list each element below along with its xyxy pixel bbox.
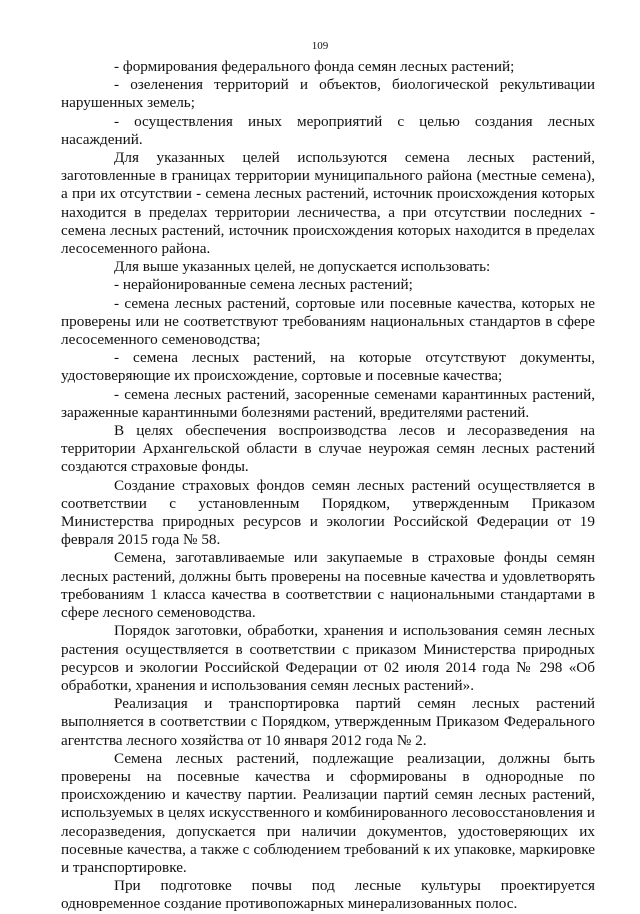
paragraph: Для выше указанных целей, не допускается использовать:	[114, 258, 491, 276]
paragraph: Порядок заготовки, обработки, хранения и использования семян лесных растения осуществляется в соответствии с приказом Министерства природных ресурсов и экологии Российской Федерации от 02 июля 2014 года № 298 «Об обработки, хранения и использования семян лесных растений».	[61, 622, 595, 694]
paragraph: Для указанных целей используются семена лесных растений, заготовленные в границах территории муниципального района (местные семена), а при их отсутствии - семена лесных растений, источник происхождения которых находится в пределах территории лесничества, а при отсутствии последних - семена лесных растений, источник происхождения которых находится в пределах лесосеменного района.	[61, 149, 595, 258]
list-item: - семена лесных растений, сортовые или посевные качества, которых не проверены или не соответствуют требованиям национальных стандартов в сфере лесосеменного семеноводства;	[61, 294, 595, 349]
paragraph: В целях обеспечения воспроизводства лесов и лесоразведения на территории Архангельской области в случае неурожая семян лесных растений создаются страховые фонды.	[61, 422, 595, 476]
paragraph: Семена лесных растений, подлежащие реализации, должны быть проверены на посевные качества и сформированы в однородные по происхождению и качеству партии. Реализации партий семян лесных растений, используемых в целях искусственного и комбинированного лесовосстановления и лесоразведения, допускается при наличии документов, удостоверяющих их посевные качества, а также с соблюдением требований к их упаковке, маркировке и транспортировке.	[61, 749, 595, 876]
list-item: - нерайонированные семена лесных растений;	[114, 276, 413, 294]
paragraph: Реализация и транспортировка партий семян лесных растений выполняется в соответствии с Порядком, утвержденным Приказом Федерального агентства лесного хозяйства от 10 января 2012 года № 2.	[61, 695, 595, 749]
paragraph: Создание страховых фондов семян лесных растений осуществляется в соответствии с установленным Порядком, утвержденным Приказом Министерства природных ресурсов и экологии Российской Федерации от 19 февраля 2015 года № 58.	[61, 476, 595, 549]
paragraph: При подготовке почвы под лесные культуры проектируется одновременное создание противопожарных минерализованных полос.	[61, 877, 595, 913]
list-item: - озеленения территорий и объектов, биологической рекультивации нарушенных земель;	[61, 76, 595, 112]
list-item: - осуществления иных мероприятий с целью создания лесных насаждений.	[61, 112, 595, 148]
paragraph: Семена, заготавливаемые или закупаемые в страховые фонды семян лесных растений, должны быть проверены на посевные качества и удовлетворять требованиям 1 класса качества в соответствии с национальными стандартами в сфере лесного семеноводства.	[61, 549, 595, 622]
list-item: - формирования федерального фонда семян лесных растений;	[114, 58, 515, 75]
list-item: - семена лесных растений, на которые отсутствуют документы, удостоверяющие их происхождение, сортовые и посевные качества;	[61, 349, 595, 385]
document-body	[61, 58, 595, 914]
page-number: 109	[311, 40, 329, 52]
list-item: - семена лесных растений, засоренные семенами карантинных растений, зараженные карантинными болезнями растений, вредителями растений.	[61, 385, 595, 421]
